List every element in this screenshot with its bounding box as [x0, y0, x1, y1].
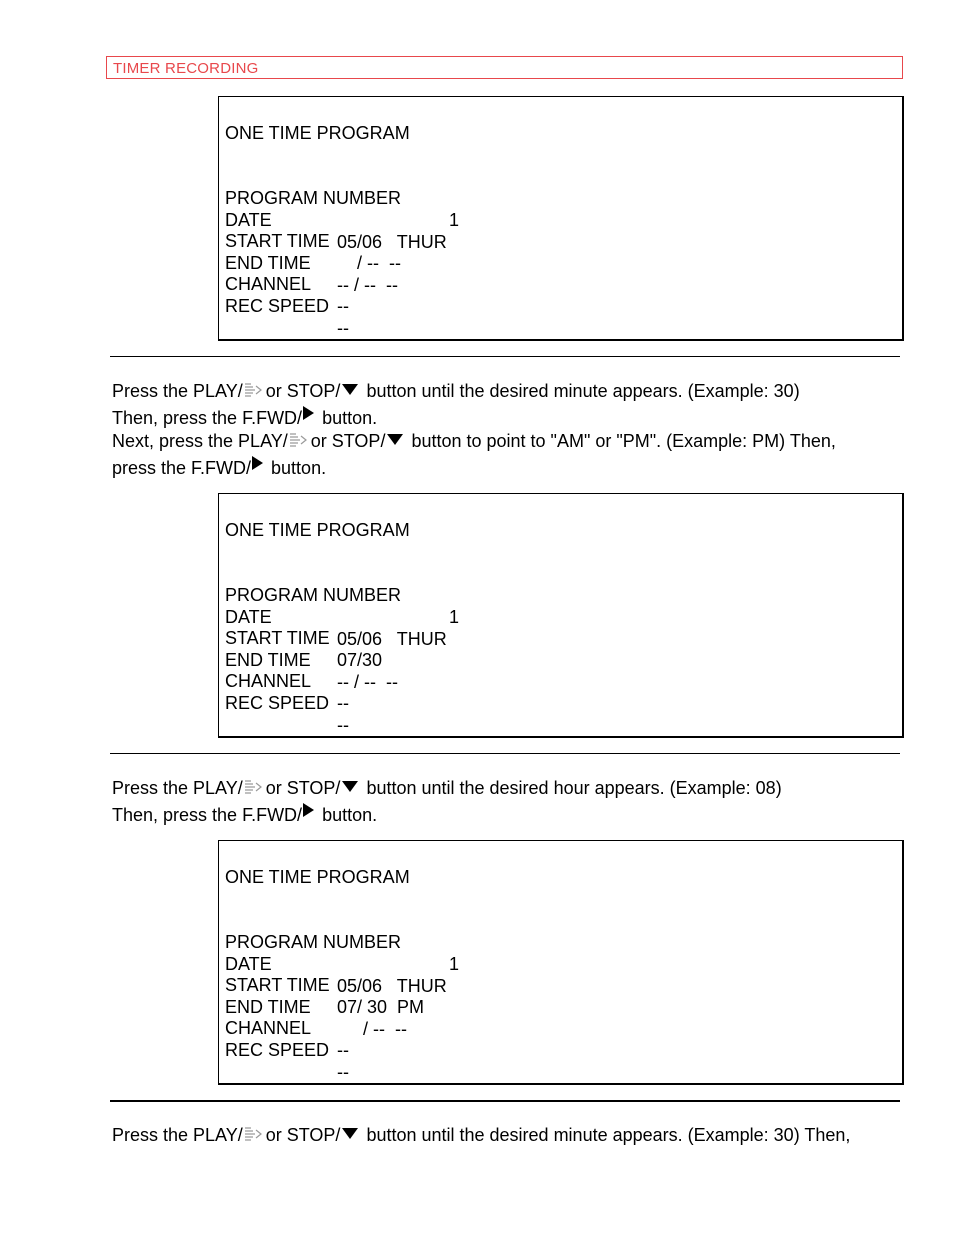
end-time-label: END TIME	[225, 253, 311, 273]
instruction-line: Press the PLAY/ or STOP/ button until the desired minute appears. (Example: 30)	[112, 381, 800, 401]
play-icon	[243, 779, 263, 796]
divider	[110, 753, 900, 754]
date-label: DATE	[225, 210, 272, 230]
start-time-label: START TIME	[225, 975, 330, 995]
channel-label: CHANNEL	[225, 274, 312, 294]
start-time-label: START TIME	[225, 628, 330, 648]
rec-speed-value: --	[337, 715, 349, 735]
start-time-label: START TIME	[225, 231, 330, 251]
right-triangle-icon	[303, 803, 314, 817]
date-value: 05/06 THUR	[337, 976, 447, 996]
end-time-label: END TIME	[225, 650, 311, 670]
end-time-label: END TIME	[225, 997, 311, 1017]
rec-speed-value: --	[337, 318, 349, 338]
channel-label: CHANNEL	[225, 1018, 312, 1038]
down-triangle-icon	[342, 384, 358, 395]
play-icon	[288, 432, 308, 449]
divider	[110, 1100, 900, 1102]
program-number-value: 1	[449, 954, 460, 974]
start-time-value: 07/30	[337, 650, 383, 670]
date-label: DATE	[225, 954, 272, 974]
osd-screen-1	[218, 96, 904, 341]
date-value: 05/06 THUR	[337, 232, 447, 252]
instruction-line: press the F.FWD/ button.	[112, 458, 327, 478]
end-time-value: -- / -- --	[337, 672, 398, 692]
screen-title: ONE TIME PROGRAM	[225, 520, 410, 540]
instruction-line: Press the PLAY/ or STOP/ button until the desired minute appears. (Example: 30) Then,	[112, 1125, 851, 1145]
program-number-label: PROGRAM NUMBER	[225, 188, 402, 208]
down-triangle-icon	[342, 781, 358, 792]
channel-value: --	[337, 1040, 349, 1060]
osd-screen-2	[218, 493, 904, 738]
down-triangle-icon	[387, 434, 403, 445]
right-triangle-icon	[252, 456, 263, 470]
section-title: TIMER RECORDING	[113, 60, 259, 77]
section-header	[106, 56, 903, 79]
right-triangle-icon	[303, 406, 314, 420]
rec-speed-label: REC SPEED	[225, 296, 330, 316]
instruction-line: Then, press the F.FWD/ button.	[112, 408, 378, 428]
date-value: 05/06 THUR	[337, 629, 447, 649]
channel-label: CHANNEL	[225, 671, 312, 691]
rec-speed-value: --	[337, 1062, 349, 1082]
instruction-line: Next, press the PLAY/ or STOP/ button to point to "AM" or "PM". (Example: PM) Then,	[112, 431, 836, 451]
screen-title: ONE TIME PROGRAM	[225, 867, 410, 887]
end-time-value: -- / -- --	[337, 275, 398, 295]
channel-value: --	[337, 693, 349, 713]
program-number-value: 1	[449, 210, 460, 230]
date-label: DATE	[225, 607, 272, 627]
instruction-line: Press the PLAY/ or STOP/ button until the desired hour appears. (Example: 08)	[112, 778, 782, 798]
play-icon	[243, 382, 263, 399]
rec-speed-label: REC SPEED	[225, 1040, 330, 1060]
program-number-label: PROGRAM NUMBER	[225, 585, 402, 605]
end-time-value: / -- --	[363, 1019, 407, 1039]
screen-title: ONE TIME PROGRAM	[225, 123, 410, 143]
rec-speed-label: REC SPEED	[225, 693, 330, 713]
start-time-value: / -- --	[357, 253, 401, 273]
osd-screen-3	[218, 840, 904, 1085]
play-icon	[243, 1126, 263, 1143]
instruction-line: Then, press the F.FWD/ button.	[112, 805, 378, 825]
channel-value: --	[337, 296, 349, 316]
program-number-value: 1	[449, 607, 460, 627]
down-triangle-icon	[342, 1128, 358, 1139]
program-number-label: PROGRAM NUMBER	[225, 932, 402, 952]
start-time-value: 07/ 30 PM	[337, 997, 425, 1017]
divider	[110, 356, 900, 357]
